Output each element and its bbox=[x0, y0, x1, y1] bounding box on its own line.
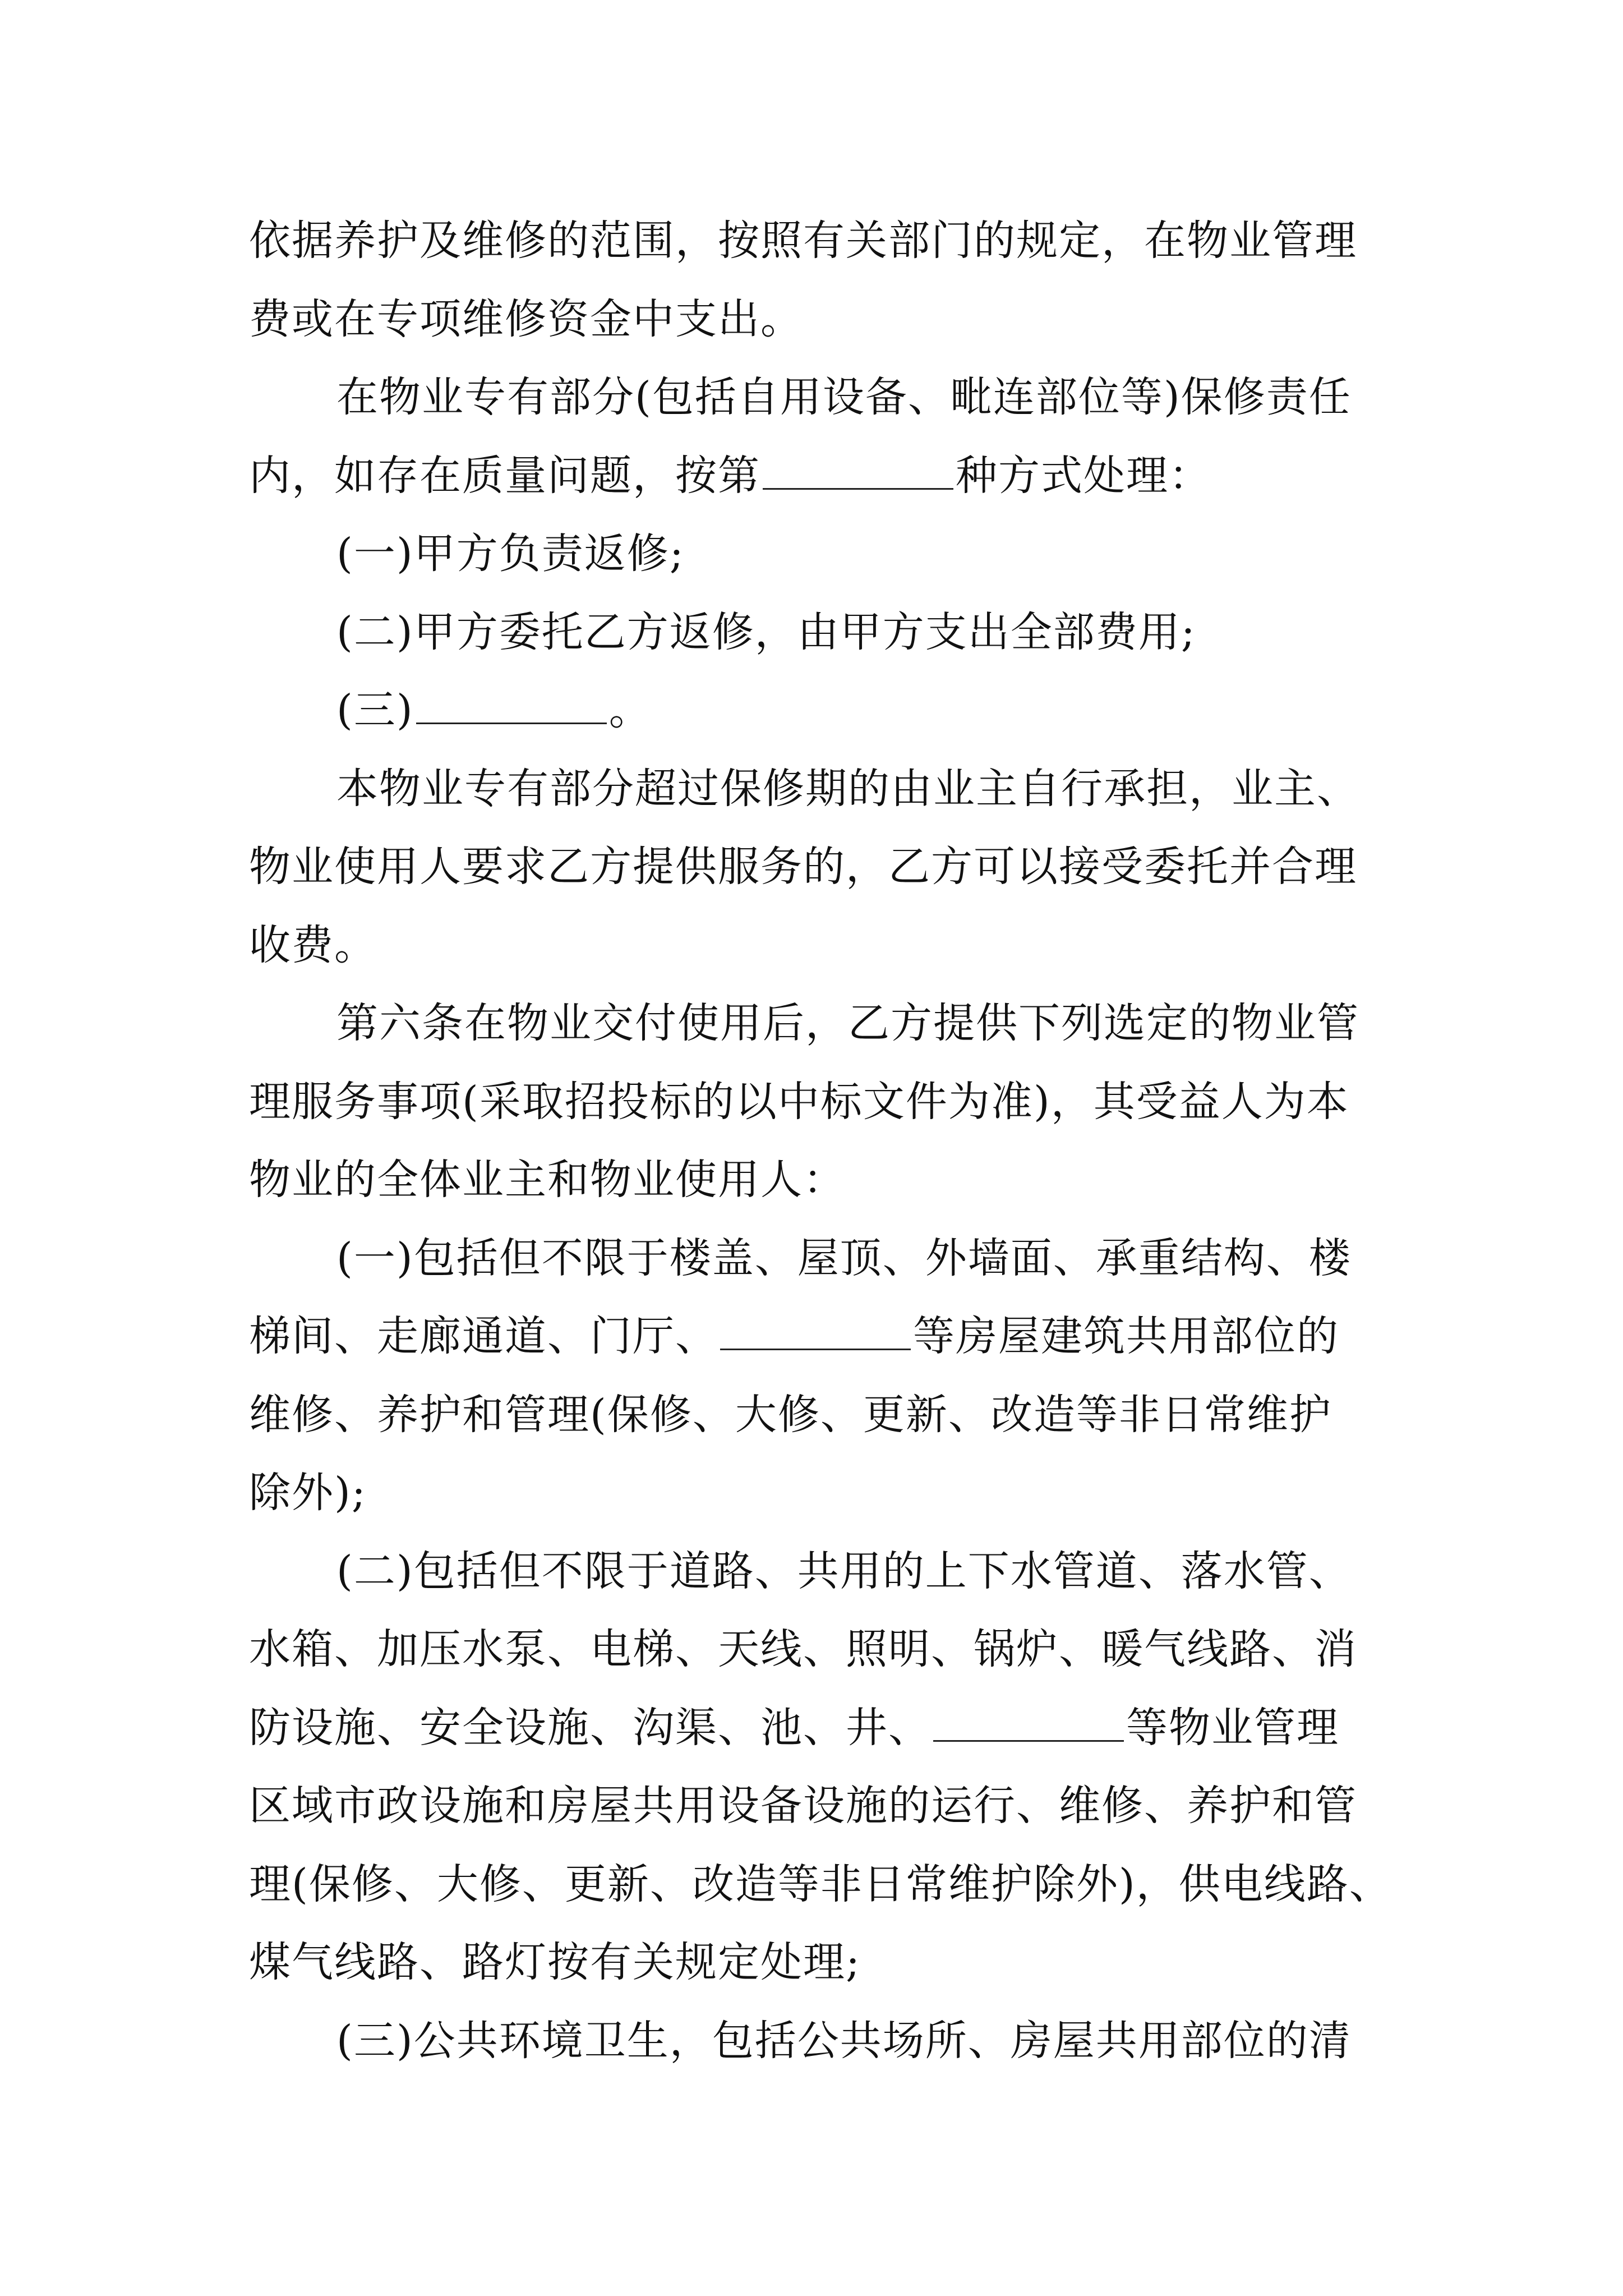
paragraph bbox=[249, 202, 1387, 358]
text-line bbox=[249, 671, 1387, 750]
paragraph-continuation bbox=[249, 1297, 1387, 1533]
text-segment: 内，如存在质量问题，按第 bbox=[249, 451, 760, 500]
paragraph bbox=[249, 358, 1387, 437]
text-line: 依据养护及维修的范围，按照有关部门的规定，在物业管理 bbox=[249, 217, 1357, 265]
text-segment: 等物业管理 bbox=[1126, 1703, 1339, 1752]
text-line: 区域市政设施和房屋共用设备设施的运行、维修、养护和管 bbox=[249, 1782, 1357, 1830]
fill-in-blank[interactable] bbox=[416, 683, 607, 724]
text-segment: 等房屋建筑共用部位的 bbox=[913, 1312, 1339, 1360]
text-segment: 。 bbox=[608, 686, 652, 734]
text-line bbox=[249, 1689, 1387, 1768]
text-line: 收费。 bbox=[249, 921, 377, 969]
text-segment: 梯间、走廊通道、门厅、 bbox=[249, 1312, 718, 1360]
text-segment: 种方式处理： bbox=[956, 451, 1211, 500]
text-line bbox=[249, 1297, 1387, 1376]
text-line: (一)包括但不限于楼盖、屋顶、外墙面、承重结构、楼 bbox=[336, 1234, 1352, 1282]
text-line: 物业使用人要求乙方提供服务的，乙方可以接受委托并合理 bbox=[249, 843, 1357, 891]
text-line: 煤气线路、路灯按有关规定处理; bbox=[249, 1938, 861, 1986]
text-line: 理(保修、大修、更新、改造等非日常维护除外)，供电线路、 bbox=[249, 1860, 1392, 1908]
text-line: (二)包括但不限于道路、共用的上下水管道、落水管、 bbox=[336, 1547, 1352, 1595]
text-line: 除外); bbox=[249, 1469, 367, 1517]
paragraph bbox=[249, 750, 1387, 829]
text-line: 在物业专有部分(包括自用设备、毗连部位等)保修责任 bbox=[336, 373, 1352, 421]
text-segment: 防设施、安全设施、沟渠、池、井、 bbox=[249, 1703, 931, 1752]
text-line: 水箱、加压水泵、电梯、天线、照明、锅炉、暖气线路、消 bbox=[249, 1625, 1357, 1673]
text-line: 理服务事项(采取招投标的以中标文件为准)，其受益人为本 bbox=[249, 1077, 1349, 1126]
paragraph-continuation bbox=[249, 1063, 1387, 1220]
fill-in-blank[interactable] bbox=[933, 1701, 1124, 1742]
paragraph bbox=[249, 593, 1387, 672]
text-line: (三)公共环境卫生，包括公共场所、房屋共用部位的清 bbox=[336, 2016, 1352, 2065]
paragraph bbox=[249, 1533, 1387, 1611]
paragraph bbox=[249, 671, 1387, 750]
text-line: 第六条在物业交付使用后，乙方提供下列选定的物业管 bbox=[336, 999, 1359, 1047]
document-body bbox=[249, 202, 1392, 2080]
text-line: 物业的全体业主和物业使用人： bbox=[249, 1156, 846, 1204]
paragraph bbox=[249, 1220, 1387, 1298]
paragraph bbox=[249, 437, 1387, 516]
fill-in-blank[interactable] bbox=[763, 449, 953, 490]
paragraph-continuation bbox=[249, 828, 1387, 984]
paragraph bbox=[249, 984, 1387, 1063]
text-line: 费或在专项维修资金中支出。 bbox=[249, 295, 803, 343]
text-segment: (三) bbox=[336, 686, 414, 734]
paragraph-continuation bbox=[249, 1611, 1392, 2002]
fill-in-blank[interactable] bbox=[720, 1309, 911, 1350]
text-line: 维修、养护和管理(保修、大修、更新、改造等非日常维护 bbox=[249, 1390, 1332, 1439]
paragraph bbox=[249, 515, 1387, 593]
text-line bbox=[249, 437, 1387, 516]
text-line: (二)甲方委托乙方返修，由甲方支出全部费用; bbox=[336, 608, 1196, 656]
text-line: 本物业专有部分超过保修期的由业主自行承担，业主、 bbox=[336, 764, 1359, 813]
paragraph bbox=[249, 2002, 1387, 2081]
text-line: (一)甲方负责返修; bbox=[336, 530, 685, 578]
